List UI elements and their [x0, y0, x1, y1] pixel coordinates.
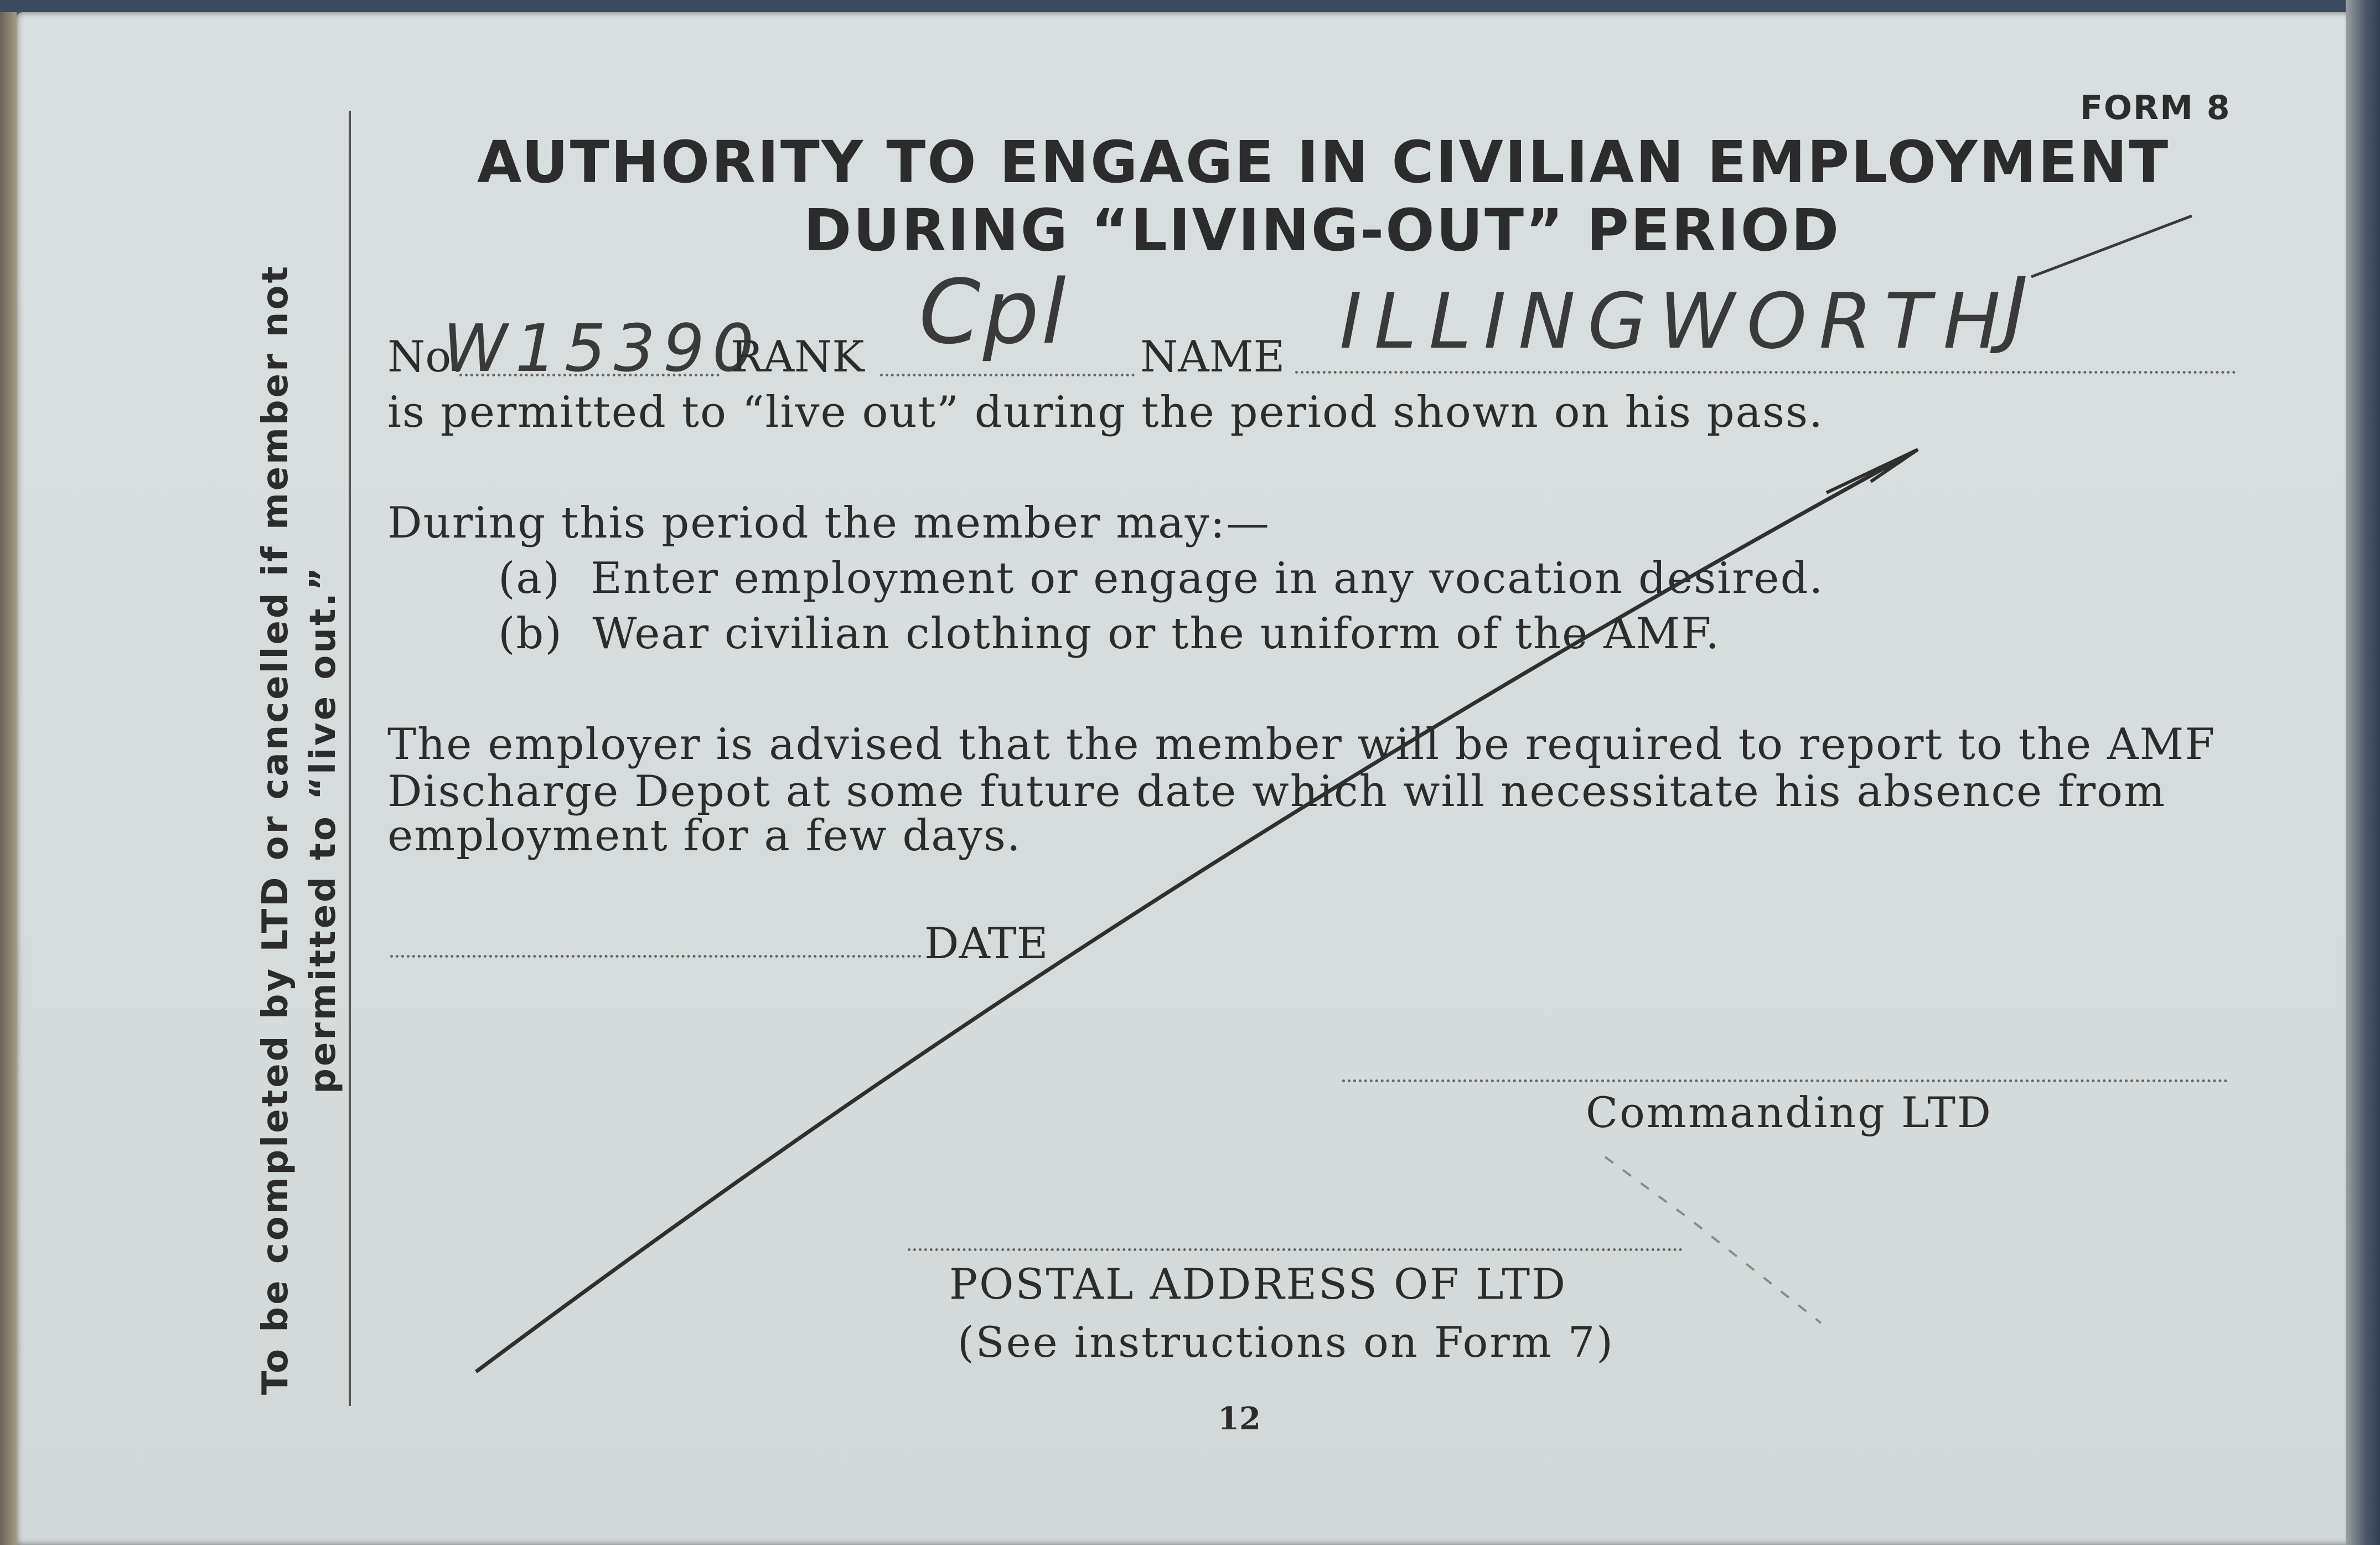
- during-intro: During this period the member may:—: [387, 498, 1270, 548]
- rank-label: RANK: [731, 332, 865, 382]
- rank-handwritten: Cpl: [919, 260, 1068, 364]
- cancellation-stroke-hook: [1827, 449, 1918, 493]
- date-label: DATE: [924, 919, 1048, 969]
- form-number: FORM 8: [2080, 89, 2231, 127]
- postal-address-note: (See instructions on Form 7): [958, 1317, 1615, 1367]
- item-a: (a) Enter employment or engage in any vocation desired.: [498, 554, 1824, 603]
- side-instruction-line2: permitted to “live out.”: [303, 565, 344, 1094]
- no-label: No.: [387, 332, 464, 382]
- side-instruction-line1: To be completed by LTD or cancelled if member not: [255, 263, 296, 1395]
- service-number-handwritten: W15390: [443, 310, 762, 386]
- cancellation-stroke: [476, 451, 1915, 1372]
- item-b: (b) Wear civilian clothing or the uniform of the AMF.: [498, 609, 1721, 659]
- form-title-line2: DURING “LIVING-OUT” PERIOD: [804, 197, 1841, 264]
- commanding-label: Commanding LTD: [1586, 1088, 1993, 1137]
- employer-line2: Discharge Depot at some future date which will necessitate his absence from: [387, 767, 2166, 817]
- initial-handwritten: J: [2004, 260, 2036, 356]
- employer-line1: The employer is advised that the member will be required to report to the AMF: [387, 720, 2216, 769]
- postal-address-label: POSTAL ADDRESS OF LTD: [949, 1259, 1567, 1309]
- name-handwritten: ILLINGWORTH: [1339, 277, 2013, 366]
- faint-pencil-mark: [1605, 1157, 1821, 1323]
- initial-flourish: [2031, 216, 2192, 277]
- form-title-line1: AUTHORITY TO ENGAGE IN CIVILIAN EMPLOYMENT: [477, 128, 2170, 196]
- permitted-text: is permitted to “live out” during the period shown on his pass.: [387, 387, 1824, 437]
- employer-line3: employment for a few days.: [387, 811, 1022, 861]
- name-label: NAME: [1140, 332, 1285, 382]
- page-number: 12: [1218, 1401, 1261, 1437]
